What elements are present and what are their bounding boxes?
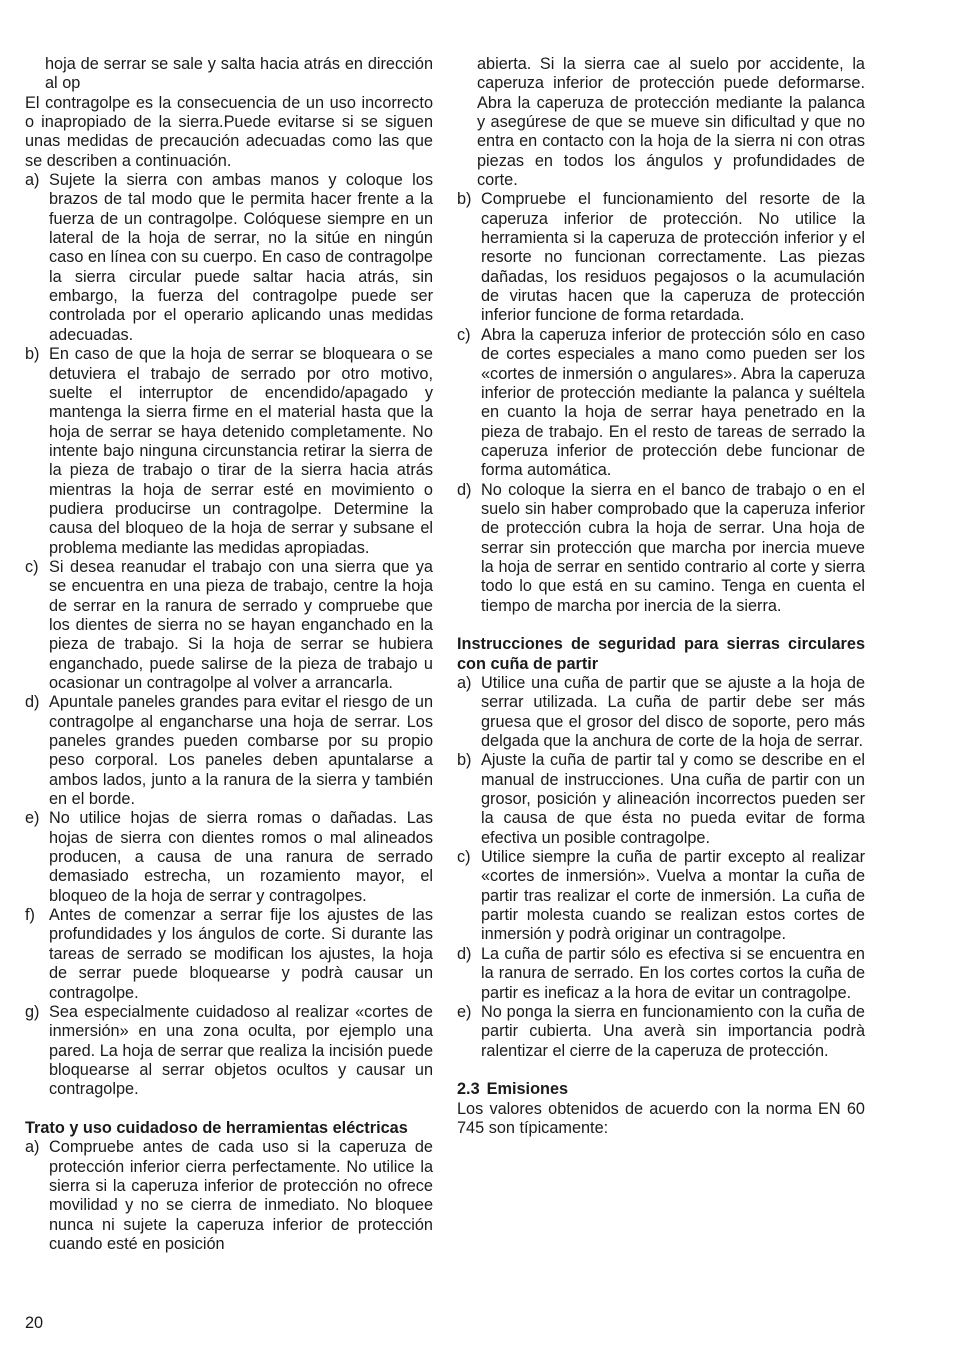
list-item bbox=[25, 171, 433, 345]
section-heading-emissions bbox=[457, 1080, 865, 1099]
section-heading-power-tools: Trato y uso cuidadoso de herramientas eléctricas bbox=[25, 1118, 408, 1137]
list-item bbox=[25, 693, 433, 809]
item-text: Apuntale paneles grandes para evitar el riesgo de un contragolpe al engancharse una hoja de serrar. Los paneles grandes pueden combarse por su propio peso corporal. Los paneles deben apuntalarse a ambos lados, junto a la ranura de la sierra y también en el borde. bbox=[49, 693, 433, 809]
lead-continuation: hoja de serrar se sale y salta hacia atrás en dirección al op bbox=[45, 55, 433, 93]
item-label: c) bbox=[457, 325, 471, 344]
item-text: No coloque la sierra en el banco de trabajo o en el suelo sin haber comprobado que la caperuza inferior de protección cubra la hoja de serrar. Una hoja de serrar sin protección que marcha por inercia mueve la hoja de serrar en sentido contrario al corte y sierra todo lo que está en su camino. Tenga en cuenta el tiempo de marcha por inercia de la sierra. bbox=[481, 480, 865, 615]
list-item bbox=[25, 558, 433, 693]
right-column bbox=[457, 55, 865, 1138]
item-text: Abra la caperuza inferior de protección sólo en caso de cortes especiales a mano como pueden ser los «cortes de inmersión o angulares». Abra la caperuza inferior de protección mediante la palanca y suéltela en cuanto la hoja de serrar haya penetrado en la pieza de trabajo. En el resto de tareas de serrado la caperuza inferior de protección debe funcionar de forma automática. bbox=[481, 325, 865, 480]
list-item bbox=[25, 809, 433, 906]
item-label: e) bbox=[25, 809, 40, 828]
list-item bbox=[25, 906, 433, 1003]
item-label: b) bbox=[457, 751, 472, 770]
item-label: d) bbox=[25, 693, 40, 712]
left-column bbox=[25, 55, 433, 1254]
kickback-intro: El contragolpe es la consecuencia de un uso incorrecto o inapropiado de la sierra.Puede evitarse si se siguen unas medidas de precaución adecuadas como las que se describen a continuación. bbox=[25, 93, 433, 170]
item-text: No utilice hojas de sierra romas o dañadas. Las hojas de sierra con dientes romos o mal alineados producen, a causa de una ranura de serrado demasiado estrecha, un rozamiento mayor, el bloqueo de la hoja de serrar y contragolpes. bbox=[49, 809, 433, 905]
list-item bbox=[457, 848, 865, 945]
page-number: 20 bbox=[25, 1314, 44, 1332]
item-label: c) bbox=[25, 557, 39, 576]
list-item bbox=[457, 674, 865, 751]
item-label: c) bbox=[457, 848, 471, 867]
item-label: f) bbox=[25, 906, 35, 925]
list-item bbox=[25, 1138, 433, 1254]
item-text: Utilice siempre la cuña de partir excepto al realizar «cortes de inmersión». Vuelva a montar la cuña de partir tras realizar el corte de inmersión. La cuña de partir molesta cuando se realizan estos cortes de inmersión y podrà originar un contragolpe. bbox=[481, 848, 865, 944]
list-item bbox=[457, 945, 865, 1003]
item-label: d) bbox=[457, 480, 472, 499]
list-item bbox=[457, 190, 865, 325]
item-text: En caso de que la hoja de serrar se bloqueara o se detuviera el trabajo de serrado por otro motivo, suelte el interruptor de encendido/apagado y mantenga la sierra firme en el material hasta que la hoja de serrar se haya detenido completamente. No intente bajo ninguna circunstancia retirar la sierra de la pieza de trabajo o tirar de la sierra hacia atrás mientras la hoja de serrar esté en movimiento o pudiera producirse un contragolpe. Determine la causa del bloqueo de la hoja de serrar y subsane el problema mediante las medidas apropiadas. bbox=[49, 345, 433, 557]
item-label: g) bbox=[25, 1002, 40, 1021]
item-text: Ajuste la cuña de partir tal y como se describe en el manual de instrucciones. Una cuña de partir con un grosor, posición y alineación incorrectos pueden ser la causa de que ésta no pueda evitar de forma efectiva un posible contragolpe. bbox=[481, 751, 865, 847]
item-text: Antes de comenzar a serrar fije los ajustes de las profundidades y los ángulos de corte. Si durante las tareas de serrado se modifican los ajustes, la hoja de serrar puede bloquearse y podrà causar un contragolpe. bbox=[49, 906, 433, 1002]
list-item bbox=[457, 1003, 865, 1061]
item-text: Compruebe antes de cada uso si la caperuza de protección inferior cierra perfectamente. No utilice la sierra si la caperuza inferior de protección no ofrece movilidad y no se cierra de inmediato. No bloquee nunca ni sujete la caperuza inferior de protección cuando esté en posición bbox=[49, 1138, 433, 1253]
item-text: La cuña de partir sólo es efectiva si se encuentra en la ranura de serrado. En los cortes cortos la cuña de partir es ineficaz a la hora de evitar un contragolpe. bbox=[481, 944, 865, 1002]
list-item bbox=[457, 751, 865, 848]
list-item bbox=[25, 345, 433, 558]
item-text: Sea especialmente cuidadoso al realizar «cortes de inmersión» en una zona oculta, por ejemplo una pared. La hoja de serrar que realiza la incisión puede bloquearse al serrar objetos ocultos y causar un contragolpe. bbox=[49, 1002, 433, 1099]
item-label: e) bbox=[457, 1002, 472, 1021]
item-text: No ponga la sierra en funcionamiento con la cuña de partir cubierta. Una averà sin importancia podrà ralentizar el cierre de la caperuza de protección. bbox=[481, 1002, 865, 1060]
item-label: b) bbox=[25, 345, 40, 364]
item-label: a) bbox=[25, 1138, 40, 1157]
item-text: Sujete la sierra con ambas manos y coloque los brazos de tal modo que le permita hacer frente a la fuerza de un contragolpe. Colóquese siempre en un lateral de la hoja de serrar, no la sitúe en ningún caso en línea con su cuerpo. En caso de contragolpe la sierra circular puede saltar hacia atrás, sin embargo, la fuerza del contragolpe puede ser controlada por el operario aplicando unas medidas adecuadas. bbox=[49, 171, 433, 344]
section-heading-riving-knife: Instrucciones de seguridad para sierras circulares con cuña de partir bbox=[457, 635, 865, 673]
section-title: Emisiones bbox=[486, 1080, 569, 1099]
emissions-text: Los valores obtenidos de acuerdo con la norma EN 60 745 son típicamente: bbox=[457, 1099, 865, 1137]
item-text: Compruebe el funcionamiento del resorte de la caperuza inferior de protección. No utilice la herramienta si la caperuza de protección inferior y el resorte no funcionan correctamente. Las piezas dañadas, los residuos pegajosos o la acumulación de virutas hacen que la caperuza de protección inferior funcione de forma retardada. bbox=[481, 190, 865, 325]
item-text: Si desea reanudar el trabajo con una sierra que ya se encuentra en una pieza de trabajo, centre la hoja de serrar en la ranura de serrado y compruebe que los dientes de sierra no se hayan enganchado en la pieza de trabajo. Si la hoja de serrar se hubiera enganchado, puede salirse de la pieza de trabajo u ocasionar un contragolpe al volver a arrancarla. bbox=[49, 557, 433, 692]
item-label: d) bbox=[457, 944, 472, 963]
item-continuation: abierta. Si la sierra cae al suelo por accidente, la caperuza inferior de protección puede deformarse. Abra la caperuza de protección mediante la palanca y asegúrese de que se mueve sin dificultad y que no entra en contacto con la hoja de la sierra ni con otras piezas en todos los ángulos y profundidades de corte. bbox=[477, 55, 865, 190]
item-label: a) bbox=[25, 171, 40, 190]
section-number: 2.3 bbox=[457, 1080, 480, 1099]
list-item bbox=[457, 326, 865, 481]
list-item bbox=[457, 481, 865, 616]
item-text: Utilice una cuña de partir que se ajuste a la hoja de serrar utilizada. La cuña de partir debe ser más gruesa que el grosor del disco de soporte, pero más delgada que la anchura de corte de la hoja de serrar. bbox=[481, 674, 865, 751]
item-label: a) bbox=[457, 674, 472, 692]
list-item bbox=[25, 1003, 433, 1100]
item-label: b) bbox=[457, 190, 472, 209]
